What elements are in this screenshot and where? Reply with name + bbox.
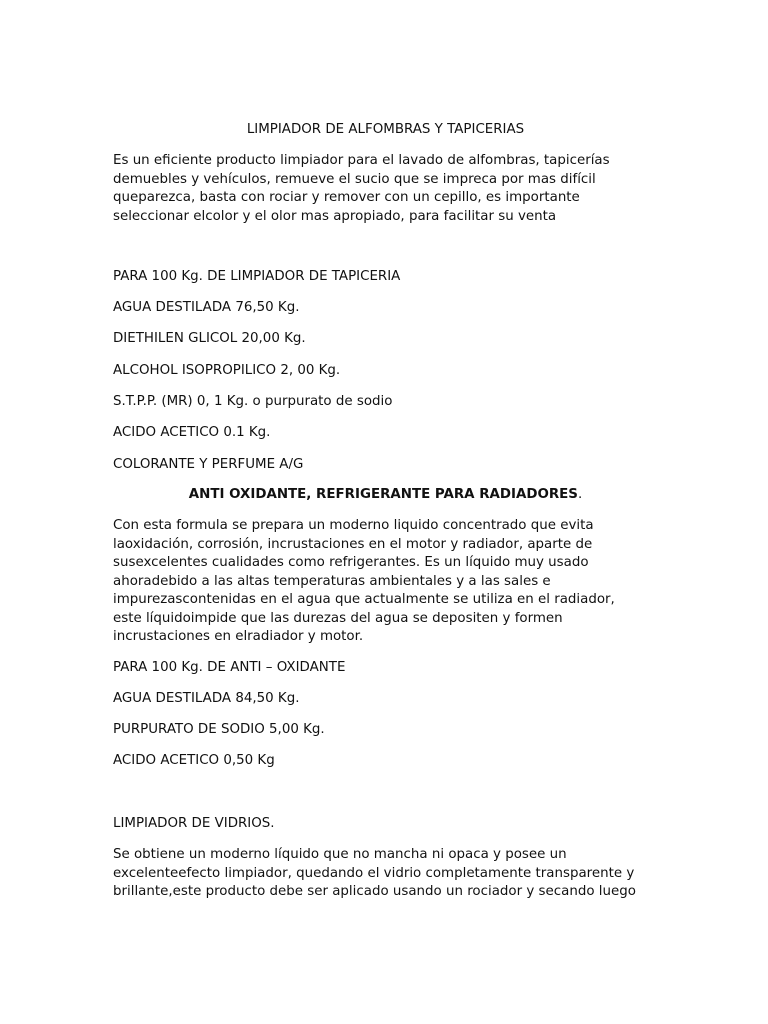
formula-item: ACIDO ACETICO 0.1 Kg. bbox=[113, 425, 271, 440]
document-page bbox=[113, 0, 658, 1024]
formula-item: PARA 100 Kg. DE ANTI – OXIDANTE bbox=[113, 660, 346, 675]
formula-item: PARA 100 Kg. DE LIMPIADOR DE TAPICERIA bbox=[113, 269, 401, 284]
paragraph-line: laoxidación, corrosión, incrustaciones en el motor y radiador, aparte de bbox=[113, 536, 593, 552]
paragraph-line: susexcelentes cualidades como refrigerantes. Es un líquido muy usado bbox=[113, 555, 589, 570]
paragraph-line: Es un eficiente producto limpiador para el lavado de alfombras, tapicerías bbox=[113, 153, 610, 168]
paragraph-glass-cleaner bbox=[113, 846, 658, 902]
formula-item: PURPURATO DE SODIO 5,00 Kg. bbox=[113, 722, 325, 737]
formula-item: COLORANTE Y PERFUME A/G bbox=[113, 457, 304, 472]
paragraph-line: este líquidoimpide que las durezas del agua se depositen y formen bbox=[113, 610, 563, 626]
paragraph-line: Con esta formula se prepara un moderno liquido concentrado que evita bbox=[113, 518, 594, 533]
formula-item: DIETHILEN GLICOL 20,00 Kg. bbox=[113, 331, 306, 346]
section-title-glass-cleaner: LIMPIADOR DE VIDRIOS. bbox=[113, 816, 275, 831]
paragraph-line: brillante,este producto debe ser aplicado usando un rociador y secando luego bbox=[113, 884, 636, 899]
paragraph-antioxidant bbox=[113, 517, 658, 647]
paragraph-line: impurezascontenidas en el agua que actualmente se utiliza en el radiador, bbox=[113, 592, 615, 607]
formula-item: AGUA DESTILADA 84,50 Kg. bbox=[113, 691, 300, 706]
formula-item: S.T.P.P. (MR) 0, 1 Kg. o purpurato de sodio bbox=[113, 394, 393, 409]
formula-item: ACIDO ACETICO 0,50 Kg bbox=[113, 753, 275, 768]
paragraph-line: incrustaciones en elradiador y motor. bbox=[113, 629, 364, 644]
section-title-antioxidant bbox=[113, 486, 658, 505]
paragraph-line: demuebles y vehículos, remueve el sucio que se impreca por mas difícil bbox=[113, 171, 596, 187]
paragraph-line: ahoradebido a las altas temperaturas ambientales y a las sales e bbox=[113, 573, 551, 589]
formula-item: ALCOHOL ISOPROPILICO 2, 00 Kg. bbox=[113, 363, 341, 378]
section-title-text: ANTI OXIDANTE, REFRIGERANTE PARA RADIADORES bbox=[188, 487, 578, 502]
section-title-text: LIMPIADOR DE ALFOMBRAS Y TAPICERIAS bbox=[246, 122, 525, 137]
formula-item: AGUA DESTILADA 76,50 Kg. bbox=[113, 300, 300, 315]
section-title-suffix: . bbox=[577, 487, 583, 502]
paragraph-line: excelenteefecto limpiador, quedando el vidrio completamente transparente y bbox=[113, 865, 635, 881]
paragraph-line: Se obtiene un moderno líquido que no mancha ni opaca y posee un bbox=[113, 847, 567, 862]
paragraph-line: seleccionar elcolor y el olor mas apropiado, para facilitar su venta bbox=[113, 208, 557, 224]
section-title-carpet-cleaner bbox=[113, 121, 658, 140]
paragraph-line: queparezca, basta con rociar y remover con un cepillo, es importante bbox=[113, 190, 580, 205]
paragraph-carpet-cleaner bbox=[113, 152, 658, 226]
